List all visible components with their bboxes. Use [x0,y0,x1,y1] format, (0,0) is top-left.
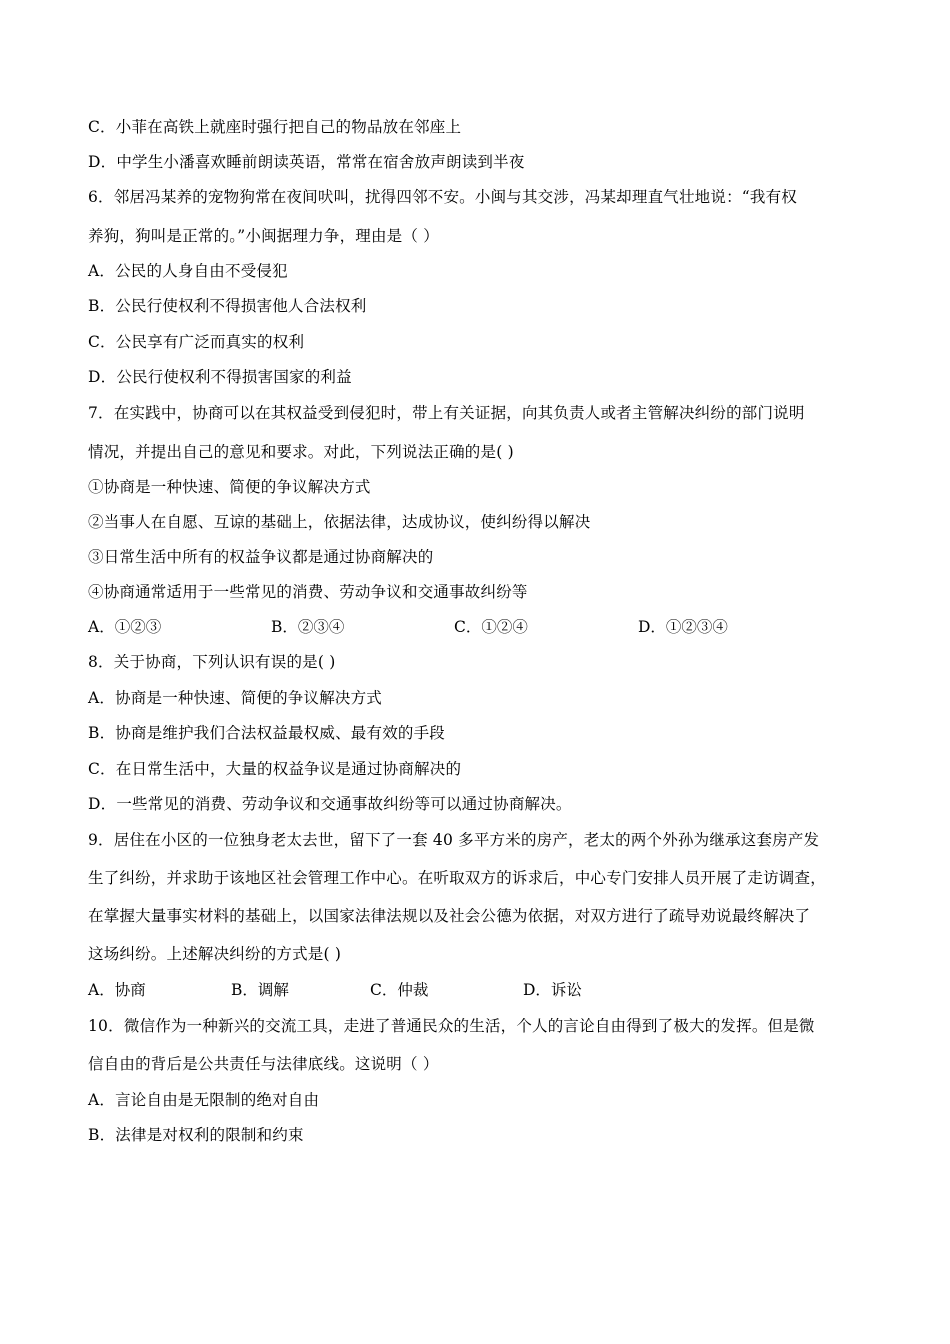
q6-option-b: B．公民行使权利不得损害他人合法权利 [88,297,367,315]
q7-option-a: A．①②③ [88,618,162,636]
q10-option-b: B．法律是对权利的限制和约束 [88,1126,304,1144]
q9-option-d: D．诉讼 [523,981,582,999]
q10-option-a: A．言论自由是无限制的绝对自由 [88,1091,320,1109]
q7-option-c: C．①②④ [454,618,528,636]
q9-option-b: B．调解 [231,981,289,999]
q10-stem-line-1: 10．微信作为一种新兴的交流工具，走进了普通民众的生活，个人的言论自由得到了极大的发挥。但是微 [88,1017,815,1035]
q6-option-c: C．公民享有广泛而真实的权利 [88,333,305,351]
q9-stem-line-1: 9．居住在小区的一位独身老太去世，留下了一套 40 多平方米的房产，老太的两个外孙为继承这套房产发 [88,831,820,849]
q5-option-d: D．中学生小潘喜欢睡前朗读英语，常常在宿舍放声朗读到半夜 [88,153,525,171]
q9-option-a: A．协商 [88,981,146,999]
q9-stem-line-4: 这场纠纷。上述解决纠纷的方式是( ) [88,945,342,963]
q9-options-row [88,980,878,1000]
q6-stem-line-1: 6．邻居冯某养的宠物狗常在夜间吠叫，扰得四邻不安。小闽与其交涉，冯某却理直气壮地说：“我有权 [88,188,797,206]
q7-options-row [88,617,878,637]
q7-statement-3: ③日常生活中所有的权益争议都是通过协商解决的 [88,548,434,566]
q5-option-c: C．小菲在高铁上就座时强行把自己的物品放在邻座上 [88,118,462,136]
q9-stem-line-2: 生了纠纷，并求助于该地区社会管理工作中心。在听取双方的诉求后，中心专门安排人员开展了走访调查， [88,869,826,887]
q7-stem-line-1: 7．在实践中，协商可以在其权益受到侵犯时，带上有关证据，向其负责人或者主管解决纠纷的部门说明 [88,404,805,422]
q9-option-c: C．仲裁 [370,981,429,999]
q6-option-a: A．公民的人身自由不受侵犯 [88,262,288,280]
q8-stem: 8．关于协商，下列认识有误的是( ) [88,653,336,671]
q7-statement-2: ②当事人在自愿、互谅的基础上，依据法律，达成协议，使纠纷得以解决 [88,513,591,531]
q7-option-d: D．①②③④ [638,618,728,636]
q6-stem-line-2: 养狗，狗叫是正常的。”小闽据理力争，理由是（ ） [88,227,439,245]
q8-option-a: A．协商是一种快速、简便的争议解决方式 [88,689,382,707]
q7-option-b: B．②③④ [271,618,345,636]
q7-statement-1: ①协商是一种快速、简便的争议解决方式 [88,478,371,496]
q7-statement-4: ④协商通常适用于一些常见的消费、劳动争议和交通事故纠纷等 [88,583,528,601]
q10-stem-line-2: 信自由的背后是公共责任与法律底线。这说明（ ） [88,1055,439,1073]
q6-option-d: D．公民行使权利不得损害国家的利益 [88,368,352,386]
q7-stem-line-2: 情况，并提出自己的意见和要求。对此，下列说法正确的是( ) [88,443,514,461]
q8-option-c: C．在日常生活中，大量的权益争议是通过协商解决的 [88,760,462,778]
q8-option-d: D．一些常见的消费、劳动争议和交通事故纠纷等可以通过协商解决。 [88,795,572,813]
q9-stem-line-3: 在掌握大量事实材料的基础上，以国家法律法规以及社会公德为依据，对双方进行了疏导劝说最终解决了 [88,907,811,925]
q8-option-b: B．协商是维护我们合法权益最权威、最有效的手段 [88,724,445,742]
